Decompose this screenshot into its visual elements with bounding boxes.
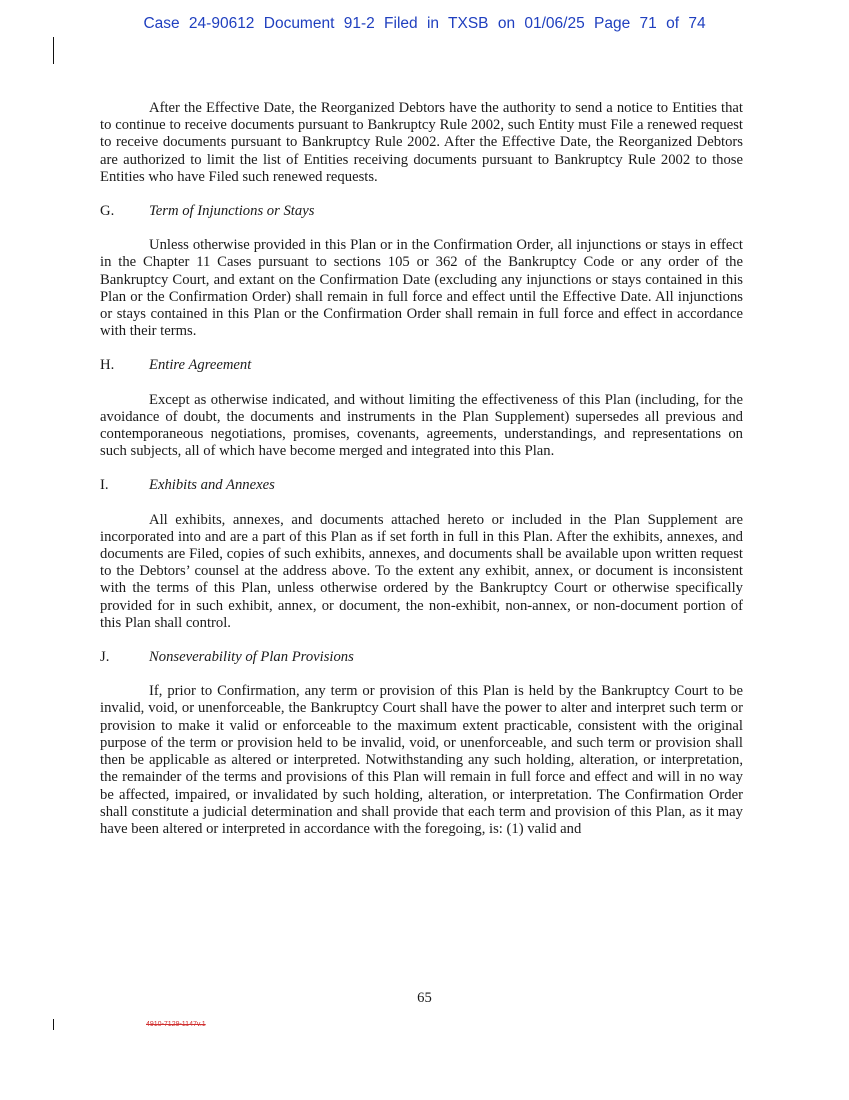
filed-info: Filed in TXSB on 01/06/25: [384, 15, 585, 32]
section-heading-j: [100, 649, 743, 666]
document-number: Document 91-2: [263, 15, 375, 32]
section-title: Nonseverability of Plan Provisions: [149, 649, 354, 666]
footer-document-id: 4910-7129-1147v.1: [146, 1021, 206, 1028]
section-body-j: If, prior to Confirmation, any term or provision of this Plan is held by the Bankruptcy Court to be invalid, void, or unenforceable, the Bankruptcy Court shall have the power to alter and interpret such term or provision to make it valid or enforceable to the maximum extent practicable, consistent with the original purpose of the term or provision held to be invalid, void, or unenforceable, and such term or provision shall then be applicable as altered or interpreted. Notwithstanding any such holding, alteration, or interpretation, the remainder of the terms and provisions of this Plan will remain in full force and effect and will in no way be affected, impaired, or invalidated by such holding, alteration, or interpretation. The Confirmation Order shall constitute a judicial determination and shall provide that each term and provision of this Plan, as it may have been altered or interpreted in accordance with the foregoing, is: (1) valid and: [100, 683, 743, 837]
page-info: Page 71 of 74: [594, 15, 706, 32]
page-number: 65: [417, 990, 432, 1006]
section-title: Exhibits and Annexes: [149, 477, 275, 494]
section-heading-i: [100, 477, 743, 494]
section-body-h: Except as otherwise indicated, and without limiting the effectiveness of this Plan (including, for the avoidance of doubt, the documents and instruments in the Plan Supplement) supersedes all previous and contemporaneous negotiations, promises, covenants, agreements, understandings, and representations on such subjects, all of which have become merged and integrated into this Plan.: [100, 391, 743, 460]
section-letter: J.: [100, 649, 110, 666]
change-bar-top: [53, 37, 54, 64]
section-letter: H.: [100, 357, 115, 374]
section-body-g: Unless otherwise provided in this Plan or in the Confirmation Order, all injunctions or stays in effect in the Chapter 11 Cases pursuant to sections 105 or 362 of the Bankruptcy Code or any order of the Bankruptcy Court, and extant on the Confirmation Date (excluding any injunctions or stays contained in this Plan or the Confirmation Order) shall remain in full force and effect until the Effective Date. All injunctions or stays contained in this Plan or the Confirmation Order shall remain in full force and effect in accordance with their terms.: [100, 237, 743, 340]
section-title: Term of Injunctions or Stays: [149, 203, 315, 220]
intro-paragraph: After the Effective Date, the Reorganized Debtors have the authority to send a notice to Entities that to continue to receive documents pursuant to Bankruptcy Rule 2002, such Entity must File a renewed request to receive documents pursuant to Bankruptcy Rule 2002. After the Effective Date, the Reorganized Debtors are authorized to limit the list of Entities receiving documents pursuant to Bankruptcy Rule 2002 to those Entities who have Filed such renewed requests.: [100, 100, 743, 185]
section-letter: G.: [100, 203, 115, 220]
case-number: Case 24-90612: [143, 15, 255, 32]
section-heading-g: [100, 203, 743, 220]
section-letter: I.: [100, 477, 109, 494]
change-bar-bottom: [53, 1019, 54, 1030]
court-filing-header: [0, 15, 849, 33]
document-body: [100, 100, 743, 838]
section-heading-h: [100, 357, 743, 374]
section-title: Entire Agreement: [149, 357, 252, 374]
section-body-i: All exhibits, annexes, and documents attached hereto or included in the Plan Supplement are incorporated into and are a part of this Plan as if set forth in full in this Plan. After the exhibits, annexes, and documents are Filed, copies of such exhibits, annexes, and documents shall be available upon written request to the Debtors’ counsel at the address above. To the extent any exhibit, annex, or document is inconsistent with the terms of this Plan, unless otherwise ordered by the Bankruptcy Court or otherwise specifically provided for in such exhibit, annex, or document, the non-exhibit, non-annex, or non-document portion of this Plan shall control.: [100, 511, 743, 631]
